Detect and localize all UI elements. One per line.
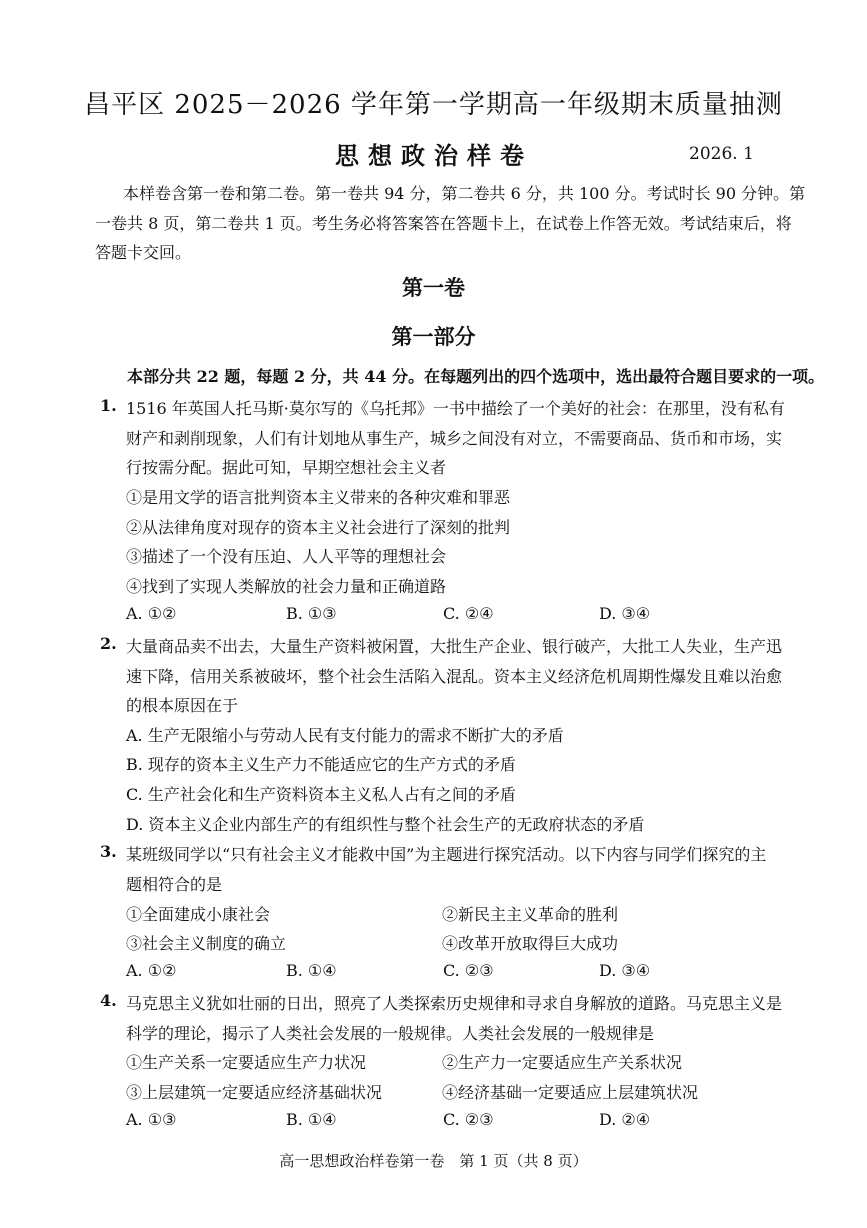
statement: ②新民主主义革命的胜利: [442, 905, 619, 924]
option-b: B. ①③: [286, 604, 337, 623]
option-a: A. 生产无限缩小与劳动人民有支付能力的需求不断扩大的矛盾: [126, 726, 564, 745]
statement: ②从法律角度对现存的资本主义社会进行了深刻的批判: [126, 518, 511, 537]
option-d: D. ③④: [599, 604, 651, 623]
statement: ④经济基础一定要适应上层建筑状况: [442, 1083, 699, 1102]
option-a: A. ①②: [126, 961, 177, 980]
intro-line: 答题卡交回。: [95, 243, 192, 262]
option-d: D. ②④: [599, 1110, 651, 1129]
statement: ②生产力一定要适应生产关系状况: [442, 1053, 683, 1072]
intro-line: 本样卷含第一卷和第二卷。第一卷共 94 分，第二卷共 6 分，共 100 分。考试时长 90 分钟。第: [123, 184, 806, 203]
question-stem-line: 题相符合的是: [126, 875, 223, 894]
statement: ③描述了一个没有压迫、人人平等的理想社会: [126, 547, 447, 566]
option-b: B. ①④: [286, 1110, 337, 1129]
question-stem-line: 某班级同学以“只有社会主义才能救中国”为主题进行探究活动。以下内容与同学们探究的主: [126, 845, 767, 864]
question-stem-line: 财产和剥削现象，人们有计划地从事生产，城乡之间没有对立，不需要商品、货币和市场，实: [126, 429, 783, 448]
option-a: A. ①②: [126, 604, 177, 623]
option-c: C. ②③: [443, 961, 494, 980]
question-stem-line: 科学的理论，揭示了人类社会发展的一般规律。人类社会发展的一般规律是: [126, 1024, 655, 1043]
question-number: 1.: [100, 396, 117, 415]
question-number: 4.: [100, 991, 117, 1010]
exam-date: 2026. 1: [689, 144, 754, 164]
question-stem-line: 马克思主义犹如壮丽的日出，照亮了人类探索历史规律和寻求自身解放的道路。马克思主义是: [126, 994, 783, 1013]
question-number: 2.: [100, 634, 117, 653]
option-c: C. ②④: [443, 604, 494, 623]
statement: ①是用文学的语言批判资本主义带来的各种灾难和罪恶: [126, 488, 511, 507]
page-footer: 高一思想政治样卷第一卷 第 1 页（共 8 页）: [279, 1152, 588, 1170]
question-stem-line: 速下降，信用关系被破坏，整个社会生活陷入混乱。资本主义经济危机周期性爆发且难以治愈: [126, 667, 783, 686]
part-heading: 第一部分: [391, 324, 476, 349]
part-instructions: 本部分共 22 题，每题 2 分，共 44 分。在每题列出的四个选项中，选出最符合题目要求的一项。: [127, 367, 825, 386]
exam-title: 昌平区 2025－2026 学年第一学期高一年级期末质量抽测: [84, 90, 783, 120]
question-stem-line: 的根本原因在于: [126, 696, 239, 715]
statement: ①生产关系一定要适应生产力状况: [126, 1053, 367, 1072]
option-d: D. 资本主义企业内部生产的有组织性与整个社会生产的无政府状态的矛盾: [126, 815, 645, 834]
option-c: C. ②③: [443, 1110, 494, 1129]
statement: ④找到了实现人类解放的社会力量和正确道路: [126, 577, 447, 596]
statement: ①全面建成小康社会: [126, 905, 271, 924]
intro-line: 一卷共 8 页，第二卷共 1 页。考生务必将答案答在答题卡上，在试卷上作答无效。考试结束后，将: [95, 214, 792, 233]
option-b: B. ①④: [286, 961, 337, 980]
option-c: C. 生产社会化和生产资料资本主义私人占有之间的矛盾: [126, 785, 516, 804]
option-a: A. ①③: [126, 1110, 177, 1129]
statement: ③上层建筑一定要适应经济基础状况: [126, 1083, 383, 1102]
question-stem-line: 大量商品卖不出去，大量生产资料被闲置，大批生产企业、银行破产，大批工人失业，生产迅: [126, 637, 783, 656]
statement: ③社会主义制度的确立: [126, 934, 287, 953]
section-heading: 第一卷: [402, 275, 465, 300]
option-d: D. ③④: [599, 961, 651, 980]
option-b: B. 现存的资本主义生产力不能适应它的生产方式的矛盾: [126, 755, 516, 774]
statement: ④改革开放取得巨大成功: [442, 934, 619, 953]
question-stem-line: 1516 年英国人托马斯·莫尔写的《乌托邦》一书中描绘了一个美好的社会：在那里，没有私有: [126, 399, 785, 418]
question-stem-line: 行按需分配。据此可知，早期空想社会主义者: [126, 458, 447, 477]
question-number: 3.: [100, 842, 117, 861]
exam-subtitle: 思想政治样卷: [335, 141, 533, 170]
